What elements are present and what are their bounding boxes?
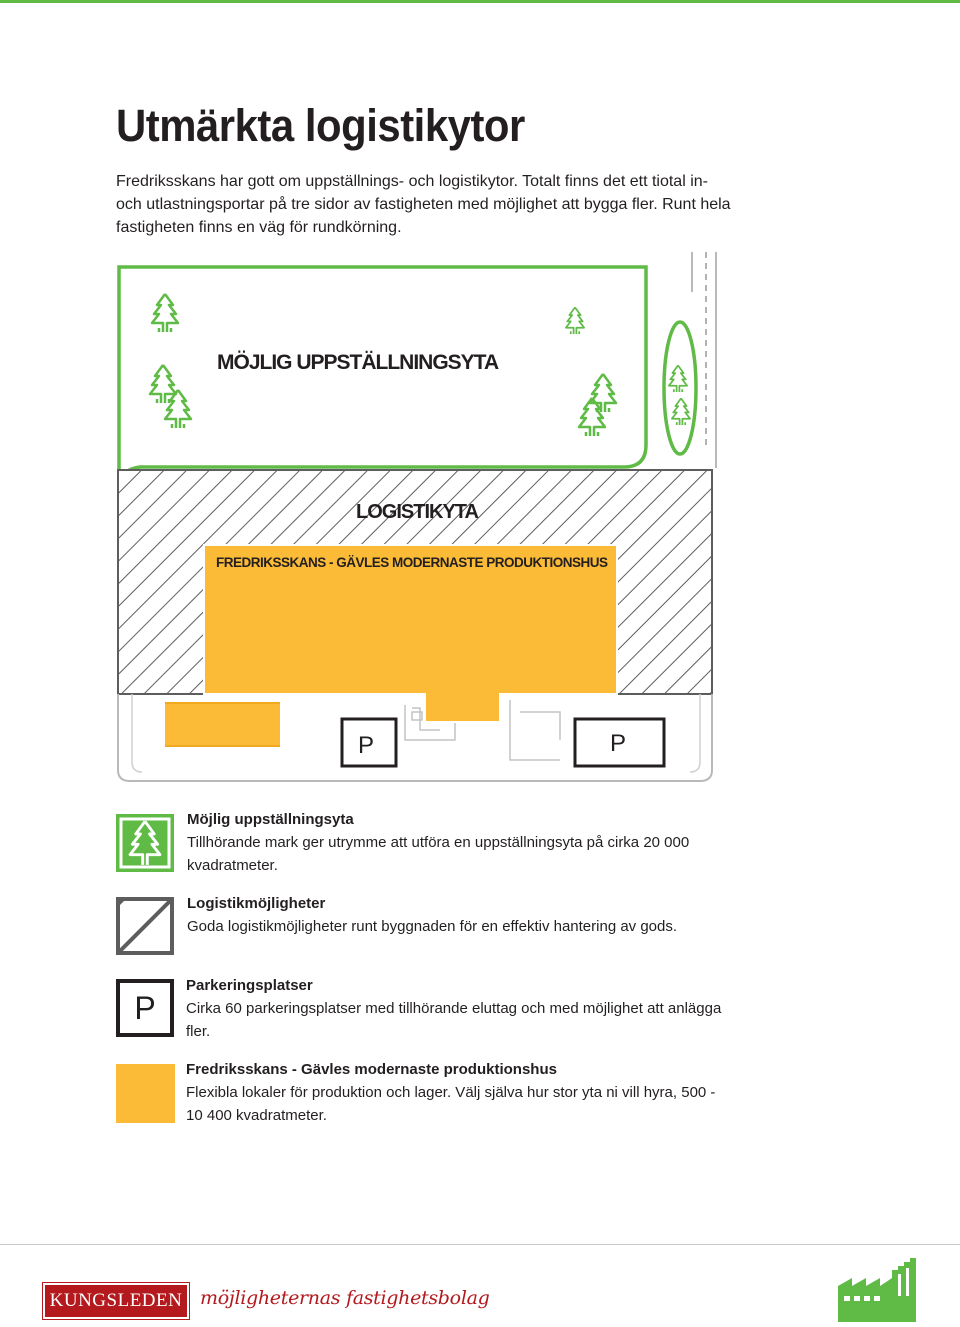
parking-icon xyxy=(116,979,174,1037)
page-title: Utmärkta logistikytor xyxy=(116,100,525,151)
legend-description: Cirka 60 parkeringsplatser med tillhörande eluttag och med möjlighet att anlägga fler. xyxy=(186,1000,722,1040)
building-swatch-icon xyxy=(116,1064,175,1123)
parking-icon-letter: P xyxy=(134,990,156,1026)
kungsleden-logo: KUNGSLEDEN xyxy=(43,1283,189,1319)
tree-icon xyxy=(165,390,191,428)
staging-area-label: MÖJLIG UPPSTÄLLNINGSYTA xyxy=(217,351,499,374)
legend-title: Logistikmöjligheter xyxy=(187,895,326,912)
legend-title: Parkeringsplatser xyxy=(186,977,313,994)
legend-title: Fredriksskans - Gävles modernaste produktionshus xyxy=(186,1061,557,1078)
tree-icon xyxy=(672,398,690,425)
tree-icon xyxy=(566,307,584,334)
tagline: möjligheternas fastighetsbolag xyxy=(200,1287,490,1309)
legend-description: Flexibla lokaler för produktion och lager. Välj själva hur stor yta ni vill hyra, 500 - 10 400 kvadratmeter. xyxy=(186,1084,716,1124)
parking-label-1: P xyxy=(358,732,375,759)
footer-rule xyxy=(0,1244,960,1245)
legend-description: Tillhörande mark ger utrymme att utföra en uppställningsyta på cirka 20 000 kvadratmeter. xyxy=(187,834,690,874)
top-accent-rule xyxy=(0,0,960,3)
site-plan xyxy=(110,250,730,790)
building-label: FREDRIKSSKANS - GÄVLES MODERNASTE PRODUKTIONSHUS xyxy=(216,555,608,570)
tree-icon xyxy=(669,365,687,392)
tree-icon xyxy=(116,814,174,872)
secondary-building xyxy=(165,703,280,746)
legend-title: Möjlig uppställningsyta xyxy=(187,811,354,828)
factory-icon xyxy=(836,1258,918,1322)
parking-label-2: P xyxy=(610,730,627,757)
legend-description: Goda logistikmöjligheter runt byggnaden för en effektiv hantering av gods. xyxy=(187,918,678,935)
tree-icon xyxy=(152,294,178,332)
hatch-icon xyxy=(116,897,174,955)
tree-icon xyxy=(590,374,616,412)
main-building xyxy=(204,545,617,722)
intro-paragraph: Fredriksskans har gott om uppställnings- och logistikytor. Totalt finns det ett tiotal in- och utlastningsportar på tre sidor av fastigheten med möjlighet att bygga fler. Runt hela fastigheten finns en väg för rundkörning. xyxy=(116,173,731,236)
logistics-area-label: LOGISTIKYTA xyxy=(356,501,478,523)
